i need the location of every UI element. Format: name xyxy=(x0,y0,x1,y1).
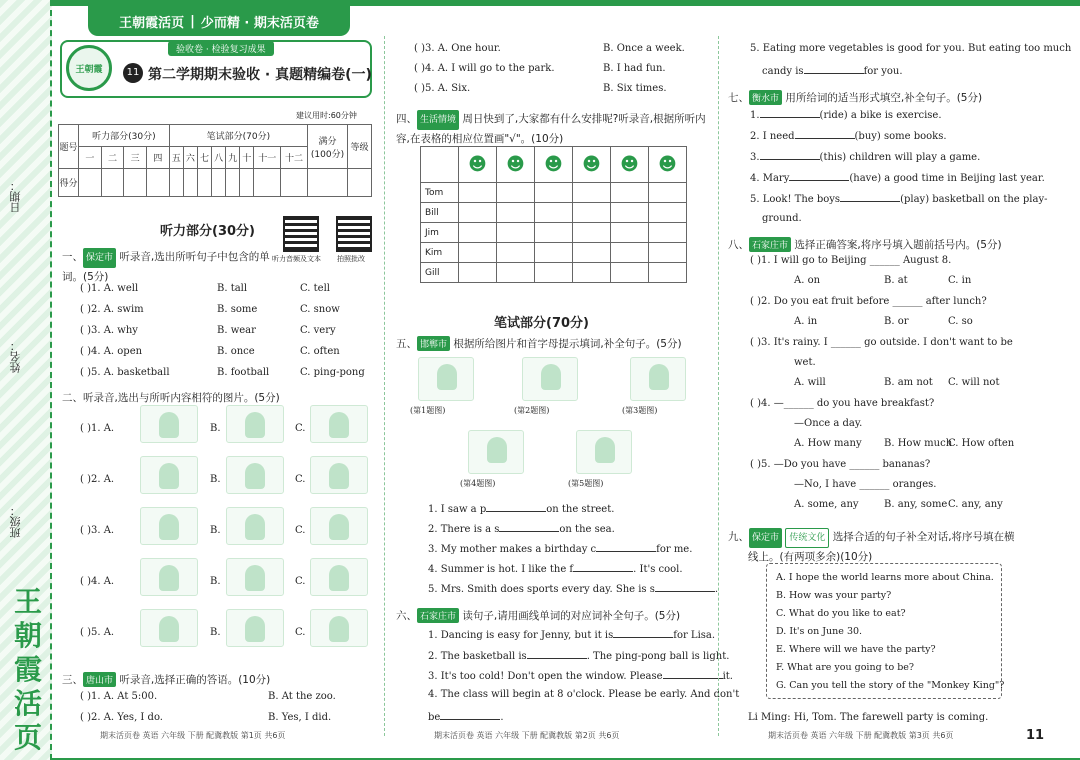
qr-caption-audio: 听力音频及文本 xyxy=(272,255,321,263)
student-name: Jim xyxy=(421,223,459,243)
answer-option[interactable]: A. in xyxy=(794,316,818,327)
question-text: 1. Dancing is easy for Jenny, but it is xyxy=(428,630,614,641)
option-picture[interactable] xyxy=(310,558,368,596)
clue-picture xyxy=(576,430,632,474)
score-cell[interactable] xyxy=(212,169,226,197)
question-item xyxy=(428,710,504,723)
question-text: 4. Summer is hot. I like the f xyxy=(428,564,574,575)
dialog-option: G. Can you tell the story of the "Monkey King"? xyxy=(776,680,1005,691)
question-item[interactable]: ( )3. A. One hour. xyxy=(414,43,501,54)
answer-option[interactable]: A. some, any xyxy=(794,499,859,510)
activity-icon: ☻ xyxy=(535,147,573,183)
picture-caption: (第1题图) xyxy=(410,406,446,415)
region-tag: 保定市 xyxy=(749,528,782,548)
footer-page-2: 期末活页卷 英语 六年级 下册 配冀教版 第2页 共6页 xyxy=(434,731,620,740)
question-text: for Lisa. xyxy=(673,630,716,641)
check-cell[interactable] xyxy=(611,243,649,263)
class-label: 班级： xyxy=(9,505,22,538)
option-picture[interactable] xyxy=(310,405,368,443)
question-text: candy is xyxy=(762,66,804,77)
option-b[interactable]: B. xyxy=(210,423,221,434)
answer-blank[interactable] xyxy=(499,522,559,532)
question-item xyxy=(428,689,739,700)
question-text: for me. xyxy=(656,544,693,555)
question-item xyxy=(428,649,729,662)
clue-picture xyxy=(522,357,578,401)
question-item[interactable]: ( )5. A. xyxy=(80,627,115,638)
activity-table xyxy=(420,146,687,283)
question-item xyxy=(428,502,614,515)
check-cell[interactable] xyxy=(649,183,687,203)
check-cell[interactable] xyxy=(459,263,497,283)
answer-blank[interactable] xyxy=(663,669,723,679)
check-cell[interactable] xyxy=(573,263,611,283)
student-name: Gill xyxy=(421,263,459,283)
question-item[interactable]: ( )2. A. xyxy=(80,474,115,485)
score-header-grade: 等级 xyxy=(348,125,372,169)
question-item[interactable]: ( )1. I will go to Beijing ______ August 8. xyxy=(750,255,952,266)
score-row-label: 得分 xyxy=(59,169,79,197)
qr-code-grading[interactable] xyxy=(336,216,372,252)
option-c[interactable]: C. very xyxy=(300,325,336,336)
check-cell[interactable] xyxy=(497,243,535,263)
check-cell[interactable] xyxy=(497,203,535,223)
footer-page-3: 期末活页卷 英语 六年级 下册 配冀教版 第3页 共6页 xyxy=(768,731,954,740)
clue-picture xyxy=(468,430,524,474)
answer-blank[interactable] xyxy=(840,192,900,202)
option-picture[interactable] xyxy=(226,405,284,443)
activity-icon: ☻ xyxy=(459,147,497,183)
question-text: —Once a day. xyxy=(794,418,863,429)
option-b[interactable]: B. some xyxy=(217,304,258,315)
option-c[interactable]: C. tell xyxy=(300,283,330,294)
check-cell[interactable] xyxy=(535,203,573,223)
question-item xyxy=(428,628,715,641)
check-cell[interactable] xyxy=(649,203,687,223)
option-b[interactable]: B. once xyxy=(217,346,255,357)
score-table xyxy=(58,124,372,197)
answer-blank[interactable] xyxy=(789,171,849,181)
score-header-listening: 听力部分(30分) xyxy=(79,125,170,147)
question-text: —No, I have ______ oranges. xyxy=(794,479,937,490)
answer-option[interactable]: C. will not xyxy=(948,377,1000,388)
question-text: 3. My mother makes a birthday c xyxy=(428,544,597,555)
column-divider xyxy=(384,36,385,736)
score-col: 三 xyxy=(124,147,147,169)
question-item[interactable]: ( )3. A. why xyxy=(80,325,138,336)
question-item[interactable]: ( )2. A. Yes, I do. xyxy=(80,712,163,723)
question-text: 5. Eating more vegetables is good for you. But eating too much xyxy=(750,43,1072,54)
question-item xyxy=(750,129,947,142)
section-7-heading: 七、 衡水市 用所给词的适当形式填空,补全句子。(5分) xyxy=(728,92,983,104)
check-cell[interactable] xyxy=(459,243,497,263)
question-text: . xyxy=(500,712,504,723)
question-item xyxy=(428,582,718,595)
picture-caption: (第4题图) xyxy=(460,479,496,488)
ribbon-text: 少而精 · 期末活页卷 xyxy=(200,15,319,31)
answer-option[interactable]: A. will xyxy=(794,377,826,388)
check-cell[interactable] xyxy=(535,183,573,203)
score-col: 一 xyxy=(79,147,102,169)
option-picture[interactable] xyxy=(140,609,198,647)
question-item xyxy=(762,64,903,77)
score-cell[interactable] xyxy=(101,169,124,197)
question-text: 2. I need xyxy=(750,131,795,142)
check-cell[interactable] xyxy=(611,263,649,283)
dialog-option: A. I hope the world learns more about China. xyxy=(776,572,994,583)
score-cell[interactable] xyxy=(124,169,147,197)
option-c[interactable]: C. xyxy=(295,423,306,434)
option-c[interactable]: C. ping-pong xyxy=(300,367,365,378)
option-picture[interactable] xyxy=(226,609,284,647)
question-item[interactable]: ( )2. A. swim xyxy=(80,304,144,315)
answer-option[interactable]: C. in xyxy=(948,275,972,286)
check-cell[interactable] xyxy=(535,243,573,263)
option-picture[interactable] xyxy=(226,507,284,545)
question-text: (this) children will play a game. xyxy=(819,152,981,163)
test-title: 第二学期期末验收 · 真题精编卷(一) xyxy=(148,67,372,83)
section-4-heading: 四、 生活情境 周日快到了,大家都有什么安排呢?听录音,根据所听内容,在表格的相应位置画"√"。(10分) xyxy=(396,110,710,148)
option-c[interactable]: C. often xyxy=(300,346,340,357)
activity-icon: ☻ xyxy=(497,147,535,183)
question-text: 3. xyxy=(750,152,760,163)
score-col: 十二 xyxy=(281,147,308,169)
score-header-written: 笔试部分(70分) xyxy=(169,125,307,147)
check-cell[interactable] xyxy=(649,223,687,243)
header-ribbon: 王朝霞活页 | 少而精 · 期末活页卷 xyxy=(88,6,350,36)
answer-blank[interactable] xyxy=(655,582,715,592)
option-picture[interactable] xyxy=(140,558,198,596)
score-col: 十 xyxy=(240,147,254,169)
answer-blank[interactable] xyxy=(440,710,500,720)
score-col: 十一 xyxy=(254,147,281,169)
answer-option[interactable]: B. or xyxy=(884,316,909,327)
question-item[interactable]: ( )1. A. well xyxy=(80,283,139,294)
option-c[interactable]: C. xyxy=(295,474,306,485)
check-cell[interactable] xyxy=(459,183,497,203)
question-item[interactable]: ( )5. A. Six. xyxy=(414,83,471,94)
question-text: it. xyxy=(722,671,733,682)
check-cell[interactable] xyxy=(497,183,535,203)
question-item xyxy=(762,213,802,224)
activity-icon: ☻ xyxy=(573,147,611,183)
option-c[interactable]: C. xyxy=(295,576,306,587)
question-item[interactable]: ( )5. A. basketball xyxy=(80,367,170,378)
footer-page-1: 期末活页卷 英语 六年级 下册 配冀教版 第1页 共6页 xyxy=(100,731,286,740)
check-cell[interactable] xyxy=(611,223,649,243)
option-b[interactable]: B. xyxy=(210,474,221,485)
score-cell[interactable] xyxy=(281,169,308,197)
question-text: for you. xyxy=(863,66,903,77)
option-picture[interactable] xyxy=(226,558,284,596)
question-text: on the sea. xyxy=(559,524,615,535)
option-picture[interactable] xyxy=(310,609,368,647)
answer-blank[interactable] xyxy=(613,628,673,638)
brand-title: 王朝霞活页 xyxy=(119,15,185,31)
answer-option[interactable]: B. at xyxy=(884,275,908,286)
score-col: 九 xyxy=(226,147,240,169)
question-text: (have) a good time in Beijing last year. xyxy=(849,173,1045,184)
time-hint: 建议用时:60分钟 xyxy=(296,111,357,120)
answer-option[interactable]: C. so xyxy=(948,316,973,327)
dialog-option: D. It's on June 30. xyxy=(776,626,863,637)
answer-option[interactable]: B. How much xyxy=(884,438,953,449)
question-text: (buy) some books. xyxy=(854,131,947,142)
score-col: 六 xyxy=(183,147,197,169)
question-item xyxy=(750,108,942,121)
student-name: Kim xyxy=(421,243,459,263)
score-col: 八 xyxy=(212,147,226,169)
question-text: 1. I saw a p xyxy=(428,504,487,515)
question-item xyxy=(428,522,615,535)
question-text: 5. Look! The boys xyxy=(750,194,841,205)
answer-option[interactable]: A. How many xyxy=(794,438,862,449)
question-text: be xyxy=(428,712,441,723)
qr-caption-grading: 拍照批改 xyxy=(337,255,365,263)
question-text: 5. Mrs. Smith does sports every day. She is s xyxy=(428,584,655,595)
section-2-heading: 二、听录音,选出与所听内容相符的图片。(5分) xyxy=(62,392,280,404)
clue-picture xyxy=(418,357,474,401)
question-item xyxy=(428,542,692,555)
region-tag: 保定市 xyxy=(83,248,116,268)
listening-title: 听力部分(30分) xyxy=(160,224,255,239)
question-item[interactable]: ( )3. A. xyxy=(80,525,115,536)
question-text: (play) basketball on the play- xyxy=(900,194,1048,205)
question-item[interactable]: ( )2. Do you eat fruit before ______ after lunch? xyxy=(750,296,987,307)
option-picture[interactable] xyxy=(310,456,368,494)
score-header-full: 满分 (100分) xyxy=(308,125,348,169)
score-cell[interactable] xyxy=(183,169,197,197)
section-6-heading: 六、 石家庄市 读句子,请用画线单词的对应词补全句子。(5分) xyxy=(396,610,681,622)
check-cell[interactable] xyxy=(497,223,535,243)
score-cell[interactable] xyxy=(197,169,211,197)
score-cell[interactable] xyxy=(254,169,281,197)
score-cell[interactable] xyxy=(308,169,348,197)
subtitle-tag: 验收卷 · 检验复习成果 xyxy=(168,41,274,56)
grid-corner xyxy=(421,147,459,183)
picture-caption: (第2题图) xyxy=(514,406,550,415)
section-1-heading: 一、 保定市 听录音,选出所听句子中包含的单词。(5分) xyxy=(62,248,272,286)
option-b[interactable]: B. xyxy=(210,627,221,638)
question-item[interactable]: ( )1. A. At 5:00. xyxy=(80,691,158,702)
option-c[interactable]: C. snow xyxy=(300,304,340,315)
column-divider xyxy=(718,36,719,736)
context-tag: 生活情境 xyxy=(417,110,459,130)
check-cell[interactable] xyxy=(535,263,573,283)
option-picture[interactable] xyxy=(226,456,284,494)
brand-vertical: 王朝霞活页 xyxy=(13,585,42,754)
score-cell[interactable] xyxy=(147,169,170,197)
qr-code-audio[interactable] xyxy=(283,216,319,252)
option-picture[interactable] xyxy=(310,507,368,545)
question-item xyxy=(750,150,980,163)
answer-option[interactable]: B. any, some xyxy=(884,499,948,510)
option-b[interactable]: B. wear xyxy=(217,325,256,336)
score-cell[interactable] xyxy=(348,169,372,197)
question-item[interactable]: ( )4. —______ do you have breakfast? xyxy=(750,398,935,409)
check-cell[interactable] xyxy=(573,223,611,243)
question-text: on the street. xyxy=(546,504,615,515)
question-item[interactable]: ( )4. A. I will go to the park. xyxy=(414,63,555,74)
option-picture[interactable] xyxy=(140,456,198,494)
dialog-option: F. What are you going to be? xyxy=(776,662,915,673)
score-cell[interactable] xyxy=(226,169,240,197)
test-number: 11 xyxy=(123,63,143,83)
option-b[interactable]: B. xyxy=(210,576,221,587)
section-5-heading: 五、 邯郸市 根据所给图片和首字母提示填词,补全句子。(5分) xyxy=(396,338,682,350)
question-text: 2. There is a s xyxy=(428,524,500,535)
name-label: 姓名： xyxy=(9,340,22,373)
region-tag: 石家庄市 xyxy=(417,608,459,623)
score-col: 七 xyxy=(197,147,211,169)
check-cell[interactable] xyxy=(611,183,649,203)
option-b[interactable]: B. I had fun. xyxy=(603,63,666,74)
activity-icon: ☻ xyxy=(611,147,649,183)
question-item xyxy=(750,192,1048,205)
score-col: 五 xyxy=(169,147,183,169)
option-b[interactable]: B. Six times. xyxy=(603,83,667,94)
question-text: 1. xyxy=(750,110,760,121)
option-c[interactable]: C. xyxy=(295,627,306,638)
answer-option[interactable]: C. How often xyxy=(948,438,1015,449)
question-item[interactable]: ( )3. It's rainy. I ______ go outside. I don't want to be xyxy=(750,337,1013,348)
check-cell[interactable] xyxy=(611,203,649,223)
picture-caption: (第3题图) xyxy=(622,406,658,415)
question-item[interactable]: ( )4. A. xyxy=(80,576,115,587)
answer-blank[interactable] xyxy=(527,649,587,659)
date-label: 日期： xyxy=(9,180,22,213)
score-col: 二 xyxy=(101,147,124,169)
answer-blank[interactable] xyxy=(760,150,820,160)
score-col: 四 xyxy=(147,147,170,169)
answer-option[interactable]: A. on xyxy=(794,275,821,286)
answer-blank[interactable] xyxy=(596,542,656,552)
check-cell[interactable] xyxy=(573,183,611,203)
dialog-option: E. Where will we have the party? xyxy=(776,644,936,655)
question-text: . The ping-pong ball is light. xyxy=(586,651,730,662)
option-b[interactable]: B. football xyxy=(217,367,270,378)
score-cell[interactable] xyxy=(169,169,183,197)
option-picture[interactable] xyxy=(140,405,198,443)
region-tag: 石家庄市 xyxy=(749,237,791,252)
check-cell[interactable] xyxy=(497,263,535,283)
question-text: wet. xyxy=(794,357,816,368)
option-c[interactable]: C. xyxy=(295,525,306,536)
question-text: 4. Mary xyxy=(750,173,790,184)
score-cell[interactable] xyxy=(240,169,254,197)
option-b[interactable]: B. tall xyxy=(217,283,248,294)
dialog-line: Li Ming: Hi, Tom. The farewell party is coming. xyxy=(748,712,989,723)
check-cell[interactable] xyxy=(649,243,687,263)
section-9-heading: 九、 保定市 传统文化 选择合适的句子补全对话,将序号填在横 线上。(有两项多余)(10分) xyxy=(728,528,1015,566)
check-cell[interactable] xyxy=(535,223,573,243)
check-cell[interactable] xyxy=(573,243,611,263)
question-item[interactable]: ( )5. —Do you have ______ bananas? xyxy=(750,459,931,470)
option-picture[interactable] xyxy=(140,507,198,545)
check-cell[interactable] xyxy=(649,263,687,283)
question-text: ground. xyxy=(762,213,802,224)
check-cell[interactable] xyxy=(459,203,497,223)
student-name: Tom xyxy=(421,183,459,203)
region-tag: 衡水市 xyxy=(749,90,782,105)
option-b[interactable]: B. xyxy=(210,525,221,536)
question-text: 2. The basketball is xyxy=(428,651,527,662)
answer-blank[interactable] xyxy=(573,562,633,572)
page-number: 11 xyxy=(1026,728,1045,743)
section-3-heading: 三、 唐山市 听录音,选择正确的答语。(10分) xyxy=(62,674,271,686)
question-item xyxy=(428,669,733,682)
dialog-option: C. What do you like to eat? xyxy=(776,608,906,619)
question-text: (ride) a bike is exercise. xyxy=(819,110,942,121)
check-cell[interactable] xyxy=(459,223,497,243)
section-8-heading: 八、 石家庄市 选择正确答案,将序号填入题前括号内。(5分) xyxy=(728,239,1002,251)
option-b[interactable]: B. At the zoo. xyxy=(268,691,336,702)
question-text: . xyxy=(714,584,719,595)
answer-blank[interactable] xyxy=(760,108,820,118)
question-text: 4. The class will begin at 8 o'clock. Please be early. And don't xyxy=(428,689,740,700)
option-b[interactable]: B. Yes, I did. xyxy=(268,712,332,723)
region-tag: 邯郸市 xyxy=(417,336,450,351)
question-text: . It's cool. xyxy=(633,564,683,575)
dialog-option: B. How was your party? xyxy=(776,590,892,601)
answer-blank[interactable] xyxy=(486,502,546,512)
activity-icon: ☻ xyxy=(649,147,687,183)
picture-caption: (第5题图) xyxy=(568,479,604,488)
question-text: 3. It's too cold! Don't open the window. Please xyxy=(428,671,663,682)
clue-picture xyxy=(630,357,686,401)
check-cell[interactable] xyxy=(573,203,611,223)
logo: 王朝霞 xyxy=(66,45,112,91)
answer-option[interactable]: B. am not xyxy=(884,377,933,388)
region-tag: 唐山市 xyxy=(83,672,116,687)
question-item xyxy=(750,171,1045,184)
score-cell[interactable] xyxy=(79,169,102,197)
question-item[interactable]: ( )1. A. xyxy=(80,423,115,434)
written-title: 笔试部分(70分) xyxy=(494,316,589,331)
student-name: Bill xyxy=(421,203,459,223)
question-item xyxy=(428,562,683,575)
answer-blank[interactable] xyxy=(795,129,855,139)
culture-tag: 传统文化 xyxy=(785,528,829,548)
answer-blank[interactable] xyxy=(804,64,864,74)
question-item[interactable]: ( )4. A. open xyxy=(80,346,143,357)
score-header-qnum: 题号 xyxy=(59,125,79,169)
answer-option[interactable]: C. any, any xyxy=(948,499,1003,510)
binding-strip xyxy=(0,0,52,760)
option-b[interactable]: B. Once a week. xyxy=(603,43,685,54)
